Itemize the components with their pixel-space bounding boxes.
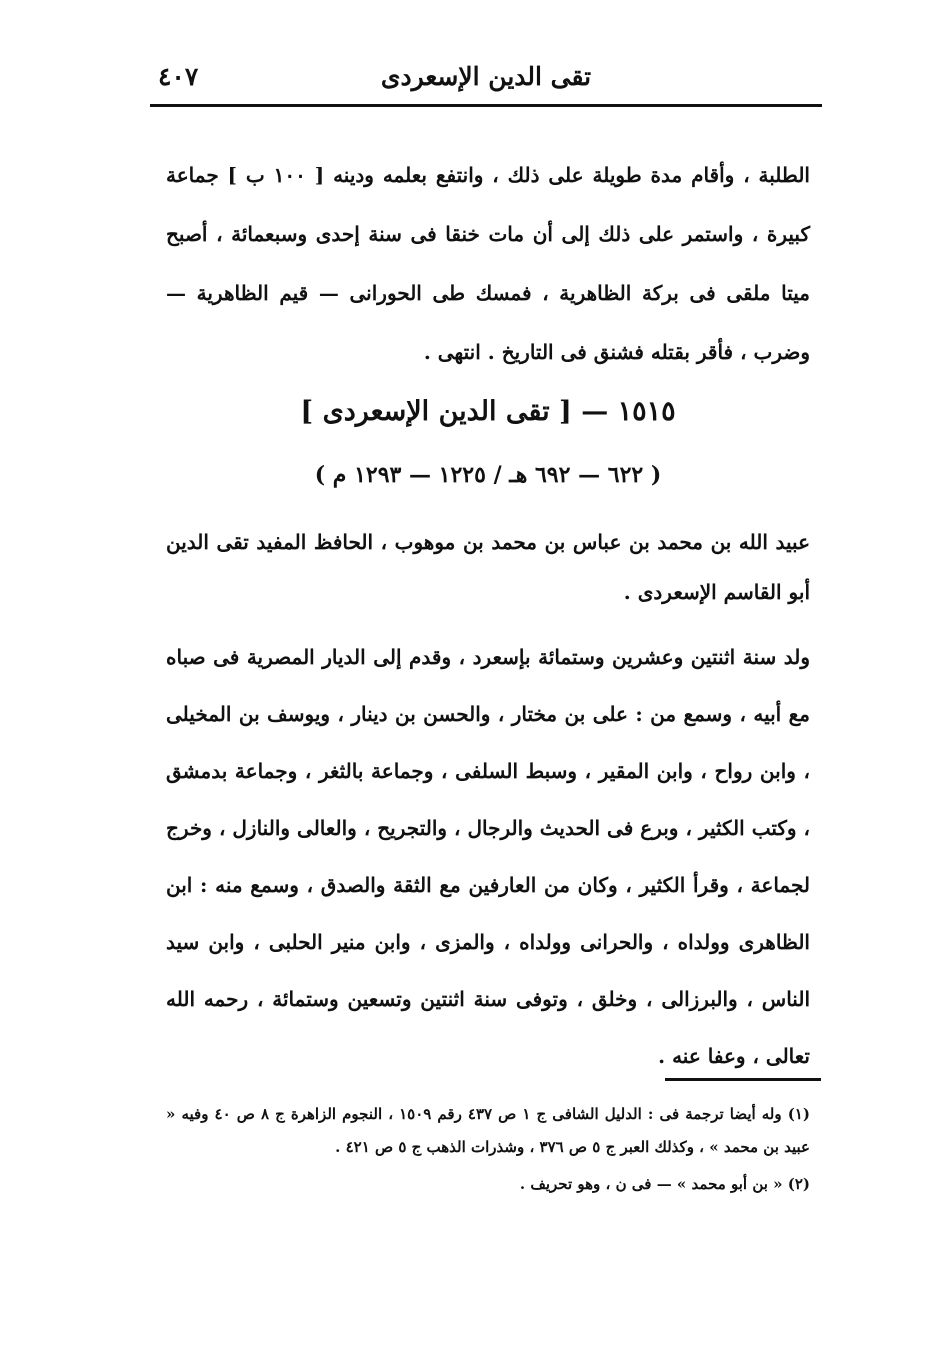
entry-heading: ١٥١٥ — [ تقى الدين الإسعردى ]	[300, 396, 676, 427]
page-number: ٤٠٧	[158, 62, 199, 91]
entry-dates: ( ٦٢٢ — ٦٩٢ هـ / ١٢٢٥ — ١٢٩٣ م )	[314, 462, 662, 488]
page-header	[150, 58, 822, 104]
header-rule	[150, 104, 822, 107]
footnote-2: (٢) « بن أبو محمد » — فى ن ، وهو تحريف .	[519, 1175, 810, 1193]
paragraph-entry-name: عبيد الله بن محمد بن عباس بن محمد بن موهوب ، الحافظ المفيد تقى الدين أبو القاسم الإسعردى .	[166, 530, 810, 604]
footnote-rule	[665, 1078, 821, 1081]
footnotes	[166, 1098, 810, 1201]
paragraph-biography: ولد سنة اثنتين وعشرين وستمائة بإسعرد ، وقدم إلى الديار المصرية فى صباه مع أبيه ، وسمع من : على بن مختار ، والحسن بن دينار ، ويوسف بن المخيلى ، وابن رواح ، وابن المقير ، وسبط السلفى ، وجماعة بالثغر ، وجماعة بدمشق ، وكتب الكثير ، وبرع فى الحديث والرجال ، والتجريح ، والعالى والنازل ، وخرج لجماعة ، وقرأ الكثير ، وكان من العارفين مع الثقة والصدق ، وسمع منه : ابن الظاهرى وولداه ، والحرانى وولداه ، والمزى ، وابن منير الحلبى ، وابن سيد الناس ، والبرزالى ، وخلق ، وتوفى سنة اثنتين وتسعين وستمائة ، رحمه الله تعالى ، وعفا عنه .	[166, 645, 810, 1068]
running-title: تقى الدين الإسعردى	[380, 62, 592, 91]
footnote-1: (١) وله أيضا ترجمة فى : الدليل الشافى ج ١ ص ٤٣٧ رقم ١٥٠٩ ، النجوم الزاهرة ج ٨ ص ٤٠ وفيه « عبيد بن محمد » ، وكذلك العبر ج ٥ ص ٣٧٦ ، وشذرات الذهب ج ٥ ص ٤٢١ .	[166, 1105, 810, 1156]
paragraph-continuation: الطلبة ، وأقام مدة طويلة على ذلك ، وانتفع بعلمه ودينه [ ١٠٠ ب ] جماعة كبيرة ، واستمر على ذلك إلى أن مات خنقا فى سنة إحدى وسبعمائة ، أصبح ميتا ملقى فى بركة الظاهرية ، فمسك طى الحورانى — قيم الظاهرية — وضرب ، فأقر بقتله فشنق فى التاريخ . انتهى .	[166, 163, 810, 364]
